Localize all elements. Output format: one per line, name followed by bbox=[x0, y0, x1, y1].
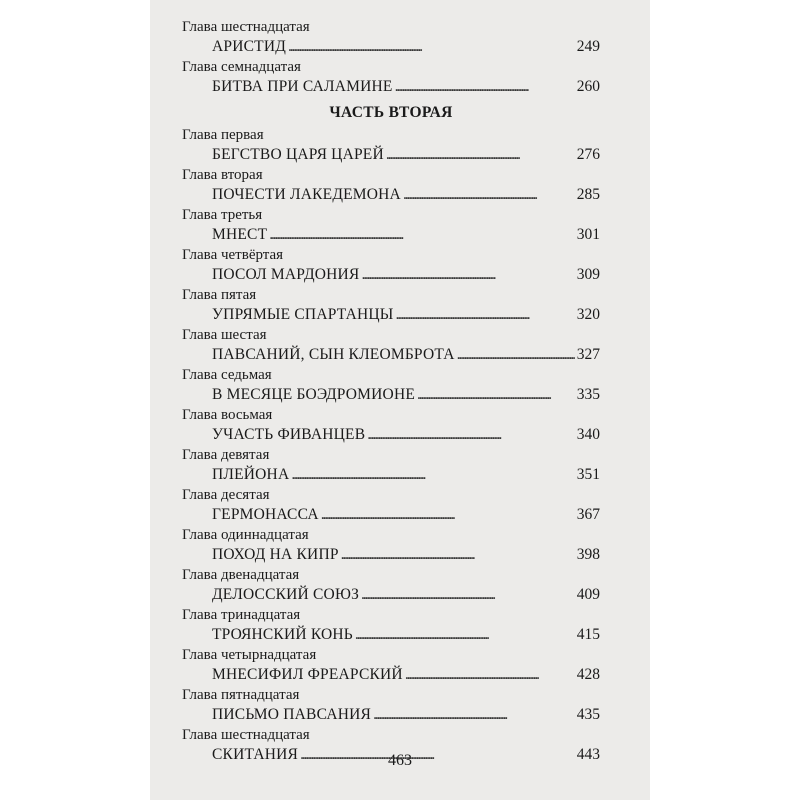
toc-entry bbox=[182, 446, 600, 486]
toc-entry bbox=[182, 246, 600, 286]
leader-dots bbox=[457, 344, 575, 366]
toc-entry bbox=[182, 18, 600, 58]
leader-dots bbox=[355, 624, 575, 646]
leader-dots bbox=[300, 744, 575, 766]
part-one-entries bbox=[182, 18, 600, 98]
chapter-label: Глава одиннадцатая bbox=[182, 527, 309, 543]
leader-dots bbox=[341, 544, 575, 566]
chapter-label: Глава восьмая bbox=[182, 407, 273, 423]
leader-dots bbox=[403, 184, 575, 206]
chapter-row bbox=[212, 224, 600, 246]
chapter-label: Глава четырнадцатая bbox=[182, 647, 317, 663]
toc-entry bbox=[182, 286, 600, 326]
toc-entry bbox=[182, 406, 600, 446]
chapter-row bbox=[212, 704, 600, 726]
leader-dots bbox=[288, 36, 575, 58]
chapter-label: Глава тринадцатая bbox=[182, 607, 301, 623]
chapter-title: СКИТАНИЯ bbox=[212, 746, 299, 763]
chapter-title: МНЕСИФИЛ ФРЕАРСКИЙ bbox=[212, 666, 403, 683]
chapter-page-number: 409 bbox=[576, 586, 600, 603]
chapter-row bbox=[212, 264, 600, 286]
chapter-label: Глава пятнадцатая bbox=[182, 687, 300, 703]
toc-entry bbox=[182, 526, 600, 566]
chapter-row bbox=[212, 344, 600, 366]
chapter-page-number: 276 bbox=[576, 146, 600, 163]
chapter-page-number: 249 bbox=[576, 38, 600, 55]
toc-entry bbox=[182, 206, 600, 246]
toc-entry bbox=[182, 606, 600, 646]
chapter-page-number: 435 bbox=[576, 706, 600, 723]
chapter-row bbox=[212, 504, 600, 526]
page-number: 463 bbox=[388, 752, 412, 769]
chapter-label: Глава шестнадцатая bbox=[182, 727, 310, 743]
chapter-title: ПЛЕЙОНА bbox=[212, 466, 290, 483]
leader-dots bbox=[367, 424, 575, 446]
chapter-row bbox=[212, 584, 600, 606]
toc-entry bbox=[182, 486, 600, 526]
chapter-row bbox=[212, 144, 600, 166]
leader-dots bbox=[395, 76, 575, 98]
part-two-heading: ЧАСТЬ ВТОРАЯ bbox=[329, 104, 453, 121]
chapter-row bbox=[212, 384, 600, 406]
chapter-title: УПРЯМЫЕ СПАРТАНЦЫ bbox=[212, 306, 394, 323]
chapter-page-number: 443 bbox=[576, 746, 600, 763]
chapter-row bbox=[212, 544, 600, 566]
toc-entry bbox=[182, 566, 600, 606]
leader-dots bbox=[386, 144, 575, 166]
chapter-row bbox=[212, 744, 600, 766]
chapter-page-number: 415 bbox=[576, 626, 600, 643]
chapter-page-number: 367 bbox=[576, 506, 600, 523]
chapter-page-number: 340 bbox=[576, 426, 600, 443]
chapter-label: Глава семнадцатая bbox=[182, 59, 301, 75]
chapter-page-number: 285 bbox=[576, 186, 600, 203]
chapter-title: ДЕЛОССКИЙ СОЮЗ bbox=[212, 586, 360, 603]
toc-entry bbox=[182, 726, 600, 766]
chapter-label: Глава четвёртая bbox=[182, 247, 284, 263]
chapter-row bbox=[212, 36, 600, 58]
chapter-label: Глава шестнадцатая bbox=[182, 19, 310, 35]
chapter-title: ПОСОЛ МАРДОНИЯ bbox=[212, 266, 360, 283]
chapter-title: ТРОЯНСКИЙ КОНЬ bbox=[212, 626, 353, 643]
chapter-label: Глава седьмая bbox=[182, 367, 272, 383]
chapter-row bbox=[212, 624, 600, 646]
chapter-title: В МЕСЯЦЕ БОЭДРОМИОНЕ bbox=[212, 386, 416, 403]
leader-dots bbox=[396, 304, 575, 326]
chapter-title: ПИСЬМО ПАВСАНИЯ bbox=[212, 706, 372, 723]
chapter-title: БЕГСТВО ЦАРЯ ЦАРЕЙ bbox=[212, 146, 384, 163]
chapter-page-number: 398 bbox=[576, 546, 600, 563]
leader-dots bbox=[321, 504, 575, 526]
chapter-title: МНЕСТ bbox=[212, 226, 268, 243]
toc-entry bbox=[182, 126, 600, 166]
toc-entry bbox=[182, 686, 600, 726]
chapter-row bbox=[212, 76, 600, 98]
toc-entry bbox=[182, 326, 600, 366]
chapter-page-number: 320 bbox=[576, 306, 600, 323]
chapter-title: АРИСТИД bbox=[212, 38, 286, 55]
table-of-contents bbox=[182, 18, 600, 766]
chapter-title: ПОЧЕСТИ ЛАКЕДЕМОНА bbox=[212, 186, 401, 203]
chapter-label: Глава третья bbox=[182, 207, 263, 223]
leader-dots bbox=[373, 704, 575, 726]
chapter-row bbox=[212, 304, 600, 326]
leader-dots bbox=[417, 384, 575, 406]
chapter-label: Глава двенадцатая bbox=[182, 567, 300, 583]
toc-entry bbox=[182, 58, 600, 98]
chapter-page-number: 327 bbox=[576, 346, 600, 363]
chapter-page-number: 335 bbox=[576, 386, 600, 403]
chapter-page-number: 260 bbox=[576, 78, 600, 95]
chapter-label: Глава девятая bbox=[182, 447, 270, 463]
part-two-entries bbox=[182, 126, 600, 766]
chapter-title: ГЕРМОНАССА bbox=[212, 506, 319, 523]
leader-dots bbox=[361, 264, 574, 286]
chapter-row bbox=[212, 424, 600, 446]
chapter-label: Глава десятая bbox=[182, 487, 270, 503]
chapter-title: ПАВСАНИЙ, СЫН КЛЕОМБРОТА bbox=[212, 346, 455, 363]
chapter-row bbox=[212, 664, 600, 686]
chapter-title: БИТВА ПРИ САЛАМИНЕ bbox=[212, 78, 393, 95]
chapter-page-number: 428 bbox=[576, 666, 600, 683]
toc-entry bbox=[182, 646, 600, 686]
chapter-title: ПОХОД НА КИПР bbox=[212, 546, 339, 563]
leader-dots bbox=[361, 584, 575, 606]
chapter-label: Глава вторая bbox=[182, 167, 263, 183]
chapter-page-number: 309 bbox=[576, 266, 600, 283]
toc-entry bbox=[182, 366, 600, 406]
chapter-row bbox=[212, 464, 600, 486]
chapter-label: Глава пятая bbox=[182, 287, 257, 303]
leader-dots bbox=[405, 664, 575, 686]
toc-entry bbox=[182, 166, 600, 206]
chapter-page-number: 351 bbox=[576, 466, 600, 483]
leader-dots bbox=[291, 464, 574, 486]
leader-dots bbox=[269, 224, 575, 246]
chapter-title: УЧАСТЬ ФИВАНЦЕВ bbox=[212, 426, 366, 443]
chapter-page-number: 301 bbox=[576, 226, 600, 243]
chapter-label: Глава первая bbox=[182, 127, 264, 143]
chapter-row bbox=[212, 184, 600, 206]
chapter-label: Глава шестая bbox=[182, 327, 267, 343]
